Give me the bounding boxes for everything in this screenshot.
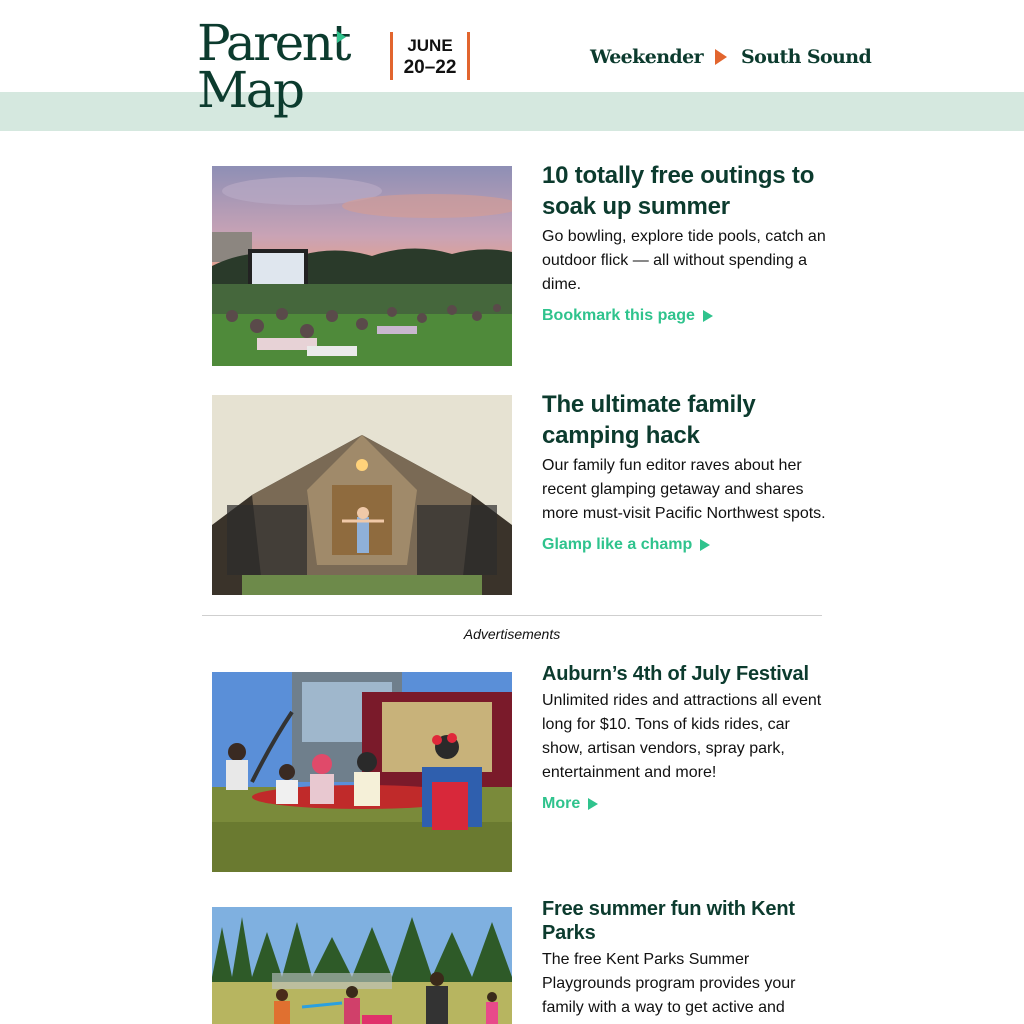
header-band: [0, 92, 1024, 131]
advertisements-label: Advertisements: [463, 626, 561, 642]
logo-triangle-icon: [337, 31, 346, 43]
logo-word-parent: Parent: [197, 14, 349, 72]
festival-kids-photo[interactable]: [212, 672, 512, 872]
ad-text: [542, 662, 827, 813]
ad-title[interactable]: Free summer fun with Kent Parks: [542, 898, 795, 944]
date-days: 20–22: [403, 57, 457, 78]
article-title[interactable]: 10 totally free outings to soak up summer: [542, 162, 815, 220]
play-arrow-icon: [700, 539, 710, 551]
play-arrow-icon: [703, 310, 713, 322]
breadcrumb-weekender[interactable]: Weekender: [590, 46, 704, 68]
breadcrumb: [590, 44, 871, 70]
breadcrumb-south-sound[interactable]: South Sound: [741, 46, 872, 68]
article-description: Go bowling, explore tide pools, catch an outdoor flick — all without spending a dime.: [542, 228, 826, 293]
date-range: [390, 32, 470, 80]
ad-card: [212, 897, 824, 1024]
article-title[interactable]: The ultimate family camping hack: [542, 391, 756, 449]
glamp-link[interactable]: [542, 536, 710, 554]
cta-label: More: [542, 795, 581, 812]
ad-title[interactable]: Auburn’s 4th of July Festival: [542, 663, 809, 685]
cta-label: Glamp like a champ: [542, 536, 693, 553]
logo-word-map: Map: [197, 61, 303, 119]
article-card: [212, 160, 824, 370]
article-card: [212, 389, 824, 599]
ad-description: The free Kent Parks Summer Playgrounds program provides your family with a way to get active and: [542, 951, 796, 1016]
cta-label: Bookmark this page: [542, 307, 695, 324]
article-description: Our family fun editor raves about her recent glamping getaway and shares more must-visit Pacific Northwest spots.: [542, 457, 826, 522]
play-arrow-icon: [588, 798, 598, 810]
article-text: [542, 389, 827, 554]
ad-description: Unlimited rides and attractions all event long for $10. Tons of kids rides, car show, artisan vendors, spray park, entertainment and more!: [542, 692, 822, 781]
newsletter-header: [0, 0, 1024, 131]
parentmap-logo[interactable]: [197, 14, 357, 122]
date-month: JUNE: [407, 36, 453, 55]
more-link[interactable]: [542, 795, 598, 813]
kent-parks-photo[interactable]: [212, 907, 512, 1024]
ad-text: [542, 897, 827, 1020]
glamping-tent-photo[interactable]: [212, 395, 512, 595]
outdoor-movie-photo[interactable]: [212, 166, 512, 366]
article-text: [542, 160, 827, 325]
breadcrumb-arrow-icon: [715, 49, 727, 65]
ad-card: [212, 662, 824, 874]
bookmark-link[interactable]: [542, 307, 713, 325]
section-divider: [202, 615, 822, 616]
